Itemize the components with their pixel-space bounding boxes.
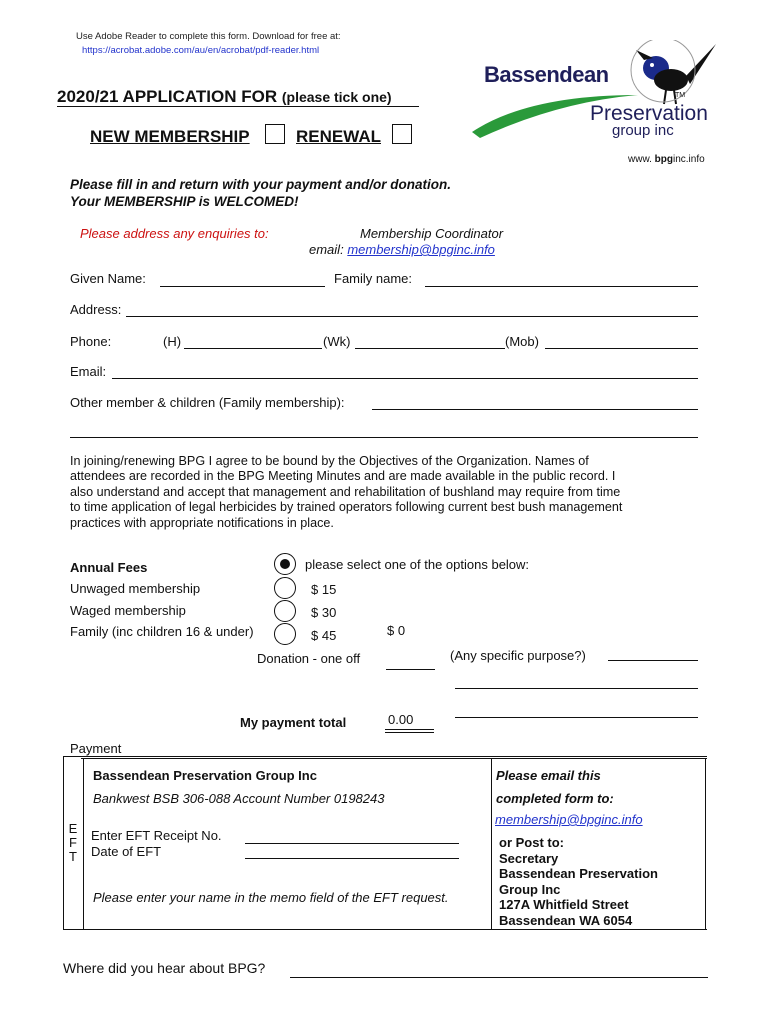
renewal-label: RENEWAL	[296, 127, 381, 146]
purpose-field-line-3[interactable]	[455, 717, 698, 718]
logo-name-group: group inc	[612, 122, 674, 139]
coordinator-email: email: membership@bpginc.info	[309, 242, 495, 257]
bpg-logo	[468, 40, 718, 170]
eft-vertical-label: E F T	[68, 821, 78, 864]
completed-form-label: completed form to:	[496, 791, 614, 806]
adobe-notice: Use Adobe Reader to complete this form. Download for free at:	[76, 31, 341, 42]
payment-total-label: My payment total	[240, 715, 347, 730]
email-label: Email:	[70, 364, 107, 379]
fees-subtotal: $ 0	[387, 623, 406, 638]
hear-about-field[interactable]	[290, 977, 708, 978]
annual-fees-heading: Annual Fees	[70, 560, 148, 575]
payment-total-value: 0.00	[388, 712, 414, 727]
enquiries-label: Please address any enquiries to:	[80, 226, 269, 241]
intro-line-1: Please fill in and return with your payment and/or donation.	[70, 177, 452, 192]
payment-table	[63, 756, 707, 930]
fee-option-unwaged-radio[interactable]	[274, 577, 296, 599]
other-members-field[interactable]	[372, 409, 698, 410]
donation-field[interactable]	[386, 669, 435, 670]
donation-label: Donation - one off	[257, 651, 361, 666]
fee-option-waged-label: Waged membership	[70, 603, 186, 618]
address-field[interactable]	[126, 316, 698, 317]
phone-home-label: (H)	[163, 334, 182, 349]
eft-receipt-field[interactable]	[245, 843, 459, 844]
purpose-label: (Any specific purpose?)	[450, 648, 586, 663]
logo-name-bassendean: Bassendean	[484, 62, 609, 87]
logo-name-preservation: Preservation	[590, 102, 708, 125]
fee-option-waged-radio[interactable]	[274, 600, 296, 622]
new-membership-label: NEW MEMBERSHIP	[90, 127, 250, 146]
select-prompt-radio[interactable]	[274, 553, 296, 575]
purpose-field[interactable]	[608, 660, 698, 661]
fee-option-family-label: Family (inc children 16 & under)	[70, 624, 254, 639]
title-underline	[57, 106, 419, 107]
family-name-label: Family name:	[334, 271, 413, 286]
eft-date-label: Date of EFT	[91, 844, 162, 859]
renewal-checkbox[interactable]	[392, 124, 412, 144]
hear-about-label: Where did you hear about BPG?	[63, 960, 266, 976]
new-membership-checkbox[interactable]	[265, 124, 285, 144]
email-field[interactable]	[112, 378, 698, 379]
bank-org-name: Bassendean Preservation Group Inc	[93, 768, 317, 783]
select-prompt-text: please select one of the options below:	[305, 557, 530, 572]
coordinator-label: Membership Coordinator	[360, 226, 504, 241]
purpose-field-line-2[interactable]	[455, 688, 698, 689]
phone-label: Phone:	[70, 334, 112, 349]
fee-option-family-radio[interactable]	[274, 623, 296, 645]
logo-website: www. bpginc.info	[628, 154, 705, 165]
eft-memo-note: Please enter your name in the memo field of the EFT request.	[93, 890, 449, 905]
coordinator-email-link[interactable]: membership@bpginc.info	[347, 242, 495, 257]
form-title	[57, 87, 392, 107]
agreement-paragraph: In joining/renewing BPG I agree to be bound by the Objectives of the Organization. Names of attendees are recorded in the BPG Meeting Minutes and are made available in the public record. I also understand and accept that management and rehabilitation of bushland may require from time to time application of legal herbicides by trained operators following current best bush management practices with appropriate notifications in place.	[70, 454, 623, 530]
phone-work-label: (Wk)	[323, 334, 351, 349]
phone-mobile-label: (Mob)	[505, 334, 539, 349]
payment-email-link[interactable]: membership@bpginc.info	[495, 812, 643, 827]
phone-mobile-field[interactable]	[545, 348, 698, 349]
other-members-label: Other member & children (Family membership):	[70, 395, 345, 410]
phone-home-field[interactable]	[184, 348, 322, 349]
fee-option-family-price: $ 45	[311, 628, 337, 643]
fee-option-unwaged-label: Unwaged membership	[70, 581, 201, 596]
radio-selected-dot	[280, 559, 290, 569]
payment-heading: Payment	[70, 741, 122, 756]
eft-receipt-label: Enter EFT Receipt No.	[91, 828, 222, 843]
given-name-label: Given Name:	[70, 271, 146, 286]
adobe-download-link[interactable]: https://acrobat.adobe.com/au/en/acrobat/pdf-reader.html	[82, 45, 320, 56]
family-name-field[interactable]	[425, 286, 698, 287]
fee-option-unwaged-price: $ 15	[311, 582, 337, 597]
eft-date-field[interactable]	[245, 858, 459, 859]
email-this-label: Please email this	[496, 768, 601, 783]
postal-address: or Post to: Secretary Bassendean Preservation Group Inc 127A Whitfield Street Bassendean WA 6054	[499, 835, 658, 928]
payment-total-double-rule	[385, 729, 434, 733]
given-name-field[interactable]	[160, 286, 325, 287]
other-members-field-line-2[interactable]	[70, 437, 698, 438]
fee-option-waged-price: $ 30	[311, 605, 337, 620]
form-title-hint: (please tick one)	[281, 89, 392, 105]
address-label: Address:	[70, 302, 122, 317]
form-title-main: 2020/21 APPLICATION FOR	[57, 87, 278, 106]
logo-tm: TM	[675, 92, 686, 99]
phone-work-field[interactable]	[355, 348, 505, 349]
intro-line-2: Your MEMBERSHIP is WELCOMED!	[70, 194, 299, 209]
bank-details: Bankwest BSB 306-088 Account Number 0198243	[93, 791, 385, 806]
